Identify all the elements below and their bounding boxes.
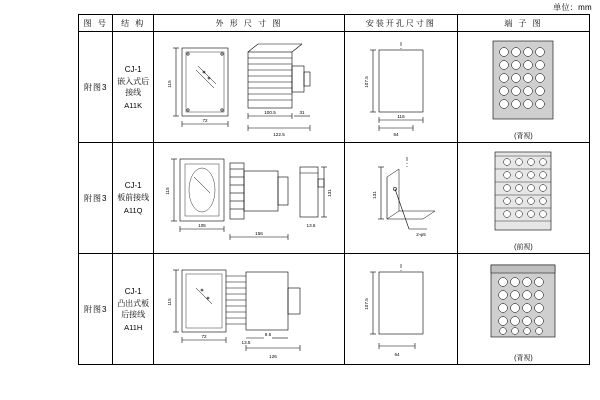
cell-outline-drawing (153, 32, 344, 143)
cell-outline-drawing (153, 254, 344, 365)
table-row (79, 32, 590, 143)
dim-label: 156 (255, 231, 263, 236)
terminal-view-note: (前视) (514, 244, 533, 251)
hole-label: 131 (371, 191, 377, 199)
structure-code: A11H (124, 322, 143, 332)
table-row (79, 143, 590, 254)
structure-model: CJ-1 (124, 64, 142, 74)
figure-no-text: 附图3 (83, 304, 108, 314)
dim-label: 31 (299, 110, 305, 115)
cell-figure-no (79, 143, 113, 254)
structure-code: A11Q (123, 206, 143, 215)
cell-outline-drawing (153, 143, 344, 254)
dim-label: 100.5 (264, 110, 276, 115)
hole-label: 64 (394, 352, 400, 357)
hole-label: 64 (393, 132, 399, 137)
structure-type: 凸出式板后接线 (117, 298, 150, 319)
hole-drawing-2 (345, 143, 455, 251)
cell-hole-drawing (344, 32, 457, 143)
cell-structure (113, 143, 154, 254)
table-row (79, 254, 590, 365)
header-cell-no: 图 号 (79, 15, 113, 32)
hole-label: 2-φ5 (416, 232, 426, 237)
table-header-row (79, 15, 590, 32)
dim-label: 122.5 (273, 132, 285, 137)
cell-terminal-diagram (457, 32, 589, 143)
header-cell-term: 端 子 图 (457, 15, 589, 32)
outline-drawing-2 (154, 143, 342, 251)
dim-label: 115 (164, 187, 170, 195)
outline-drawing-1 (154, 32, 342, 140)
cell-figure-no (79, 32, 113, 143)
cell-figure-no (79, 254, 113, 365)
structure-type: 嵌入式后接线 (117, 76, 150, 97)
outline-drawing-3 (154, 254, 342, 362)
dim-label: 9.5 (264, 332, 272, 337)
cell-terminal-diagram (457, 254, 589, 365)
header-cell-hole: 安装开孔尺寸图 (344, 15, 457, 32)
terminal-diagram-3 (457, 257, 589, 357)
cell-hole-drawing (344, 254, 457, 365)
header-cell-dim: 外 形 尺 寸 图 (153, 15, 344, 32)
dim-label: 126 (269, 354, 277, 359)
dim-label: 13.5 (306, 223, 316, 228)
hole-label: 116 (397, 114, 405, 119)
dim-label: 115 (166, 80, 172, 88)
structure-model: CJ-1 (124, 181, 142, 190)
terminal-view-note: (背视) (514, 133, 533, 140)
dim-label: 72 (202, 118, 208, 123)
unit-note: 单位：mm (553, 3, 592, 12)
terminal-view-note: (背视) (514, 355, 533, 362)
structure-model: CJ-1 (124, 286, 142, 296)
dim-label: 115 (166, 298, 172, 306)
terminal-diagram-1 (457, 35, 589, 135)
hole-drawing-3 (345, 254, 455, 362)
hole-label: 107.5 (363, 76, 369, 88)
cell-hole-drawing (344, 143, 457, 254)
dim-label: 105 (198, 223, 206, 228)
dim-label: 13.5 (241, 340, 251, 345)
hole-drawing-1 (345, 32, 455, 140)
cell-terminal-diagram (457, 143, 589, 254)
structure-code: A11K (124, 100, 143, 110)
dim-label: 72 (201, 334, 207, 339)
dim-label: 131 (326, 189, 332, 197)
spec-table (78, 14, 590, 365)
figure-no-text: 附图3 (83, 193, 108, 203)
figure-no-text: 附图3 (83, 82, 108, 92)
cell-structure (113, 32, 154, 143)
terminal-diagram-2 (457, 146, 589, 246)
header-cell-struct: 结 构 (113, 15, 154, 32)
structure-type: 板前接线 (117, 193, 150, 202)
cell-structure (113, 254, 154, 365)
hole-label: 107.5 (363, 298, 369, 310)
